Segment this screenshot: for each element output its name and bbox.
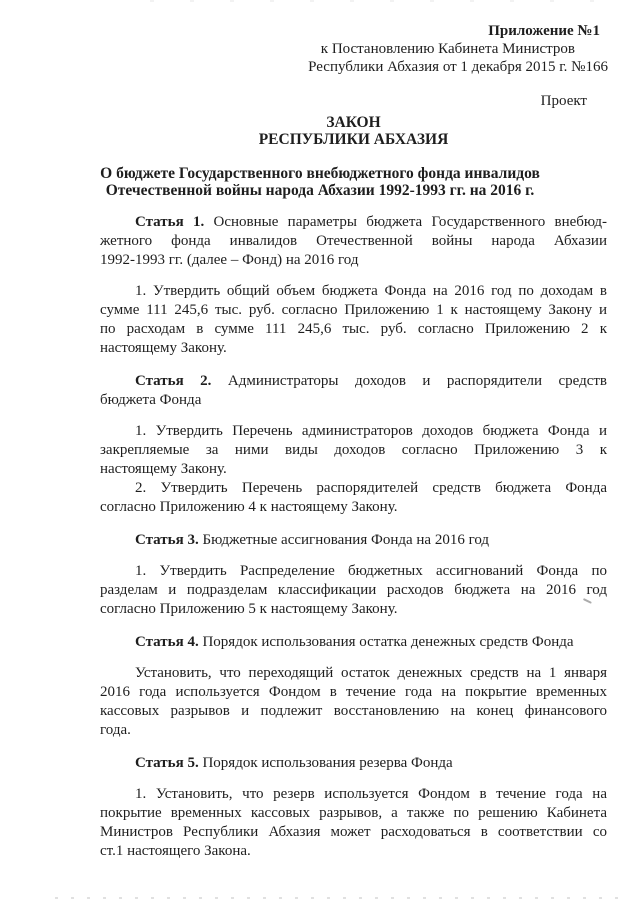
text-line: 1. Утвердить Распределение бюджетных ассигнований Фонда по (135, 563, 607, 579)
article-number-label: Статья 2. (135, 373, 212, 389)
text-line: 1. Утвердить Перечень администраторов доходов бюджета Фонда и (135, 423, 607, 439)
document-title-line-1: О бюджете Государственного внебюджетного фонда инвалидов (100, 165, 540, 182)
document-title (0, 165, 640, 199)
article-number-label: Статья 3. (135, 532, 199, 548)
text-line: согласно Приложению 5 к настоящему Закону. (100, 601, 398, 617)
law-heading (100, 114, 607, 148)
text-line: согласно Приложению 4 к настоящему Закону. (100, 499, 398, 515)
article-3 (100, 531, 607, 550)
text-line: 2. Утвердить Перечень распорядителей средств бюджета Фонда (135, 480, 607, 496)
text-line: кассовых разрывов и подлежит восстановлению на конец финансового (100, 703, 607, 719)
article-4 (100, 633, 607, 652)
article-1 (100, 213, 607, 270)
text-line: 1. Установить, что резерв используется Фондом в течение года на (135, 786, 607, 802)
article-4-text (100, 664, 607, 740)
text-line: по расходам в сумме 111 245,6 тыс. руб. согласно Приложению 2 к (100, 321, 607, 337)
article-2 (100, 372, 607, 410)
law-heading-line-1: ЗАКОН (326, 114, 381, 131)
resolution-reference-line-1: к Постановлению Кабинета Министров (320, 41, 575, 57)
document-header (0, 22, 608, 110)
scan-noise-bottom (55, 897, 630, 899)
text-line: Статья 1. Основные параметры бюджета Государственного внебюд- (135, 214, 607, 230)
text-line: бюджета Фонда (100, 392, 202, 408)
text-line: ст.1 настоящего Закона. (100, 843, 251, 859)
article-4-text-paragraph (100, 664, 607, 740)
text-line: настоящему Закону. (100, 340, 227, 356)
article-5-point-1 (100, 785, 607, 861)
text-line: 1. Утвердить общий объем бюджета Фонда на 2016 год по доходам в (135, 283, 607, 299)
text-line: настоящему Закону. (100, 461, 227, 477)
text-line: Статья 2. Администраторы доходов и распорядители средств (135, 373, 607, 389)
article-5-point-1-paragraph (100, 785, 607, 861)
text-line: 1992-1993 гг. (далее – Фонд) на 2016 год (100, 252, 359, 268)
text-line: 2016 года используется Фондом в течение года на покрытие временных (100, 684, 607, 700)
article-5-heading (100, 754, 607, 773)
text-line: Установить, что переходящий остаток денежных средств на 1 января (135, 665, 607, 681)
article-5 (100, 754, 607, 773)
article-1-point-1 (100, 282, 607, 358)
document-body (100, 213, 607, 861)
text-line: закрепляемые за ними виды доходов согласно Приложению 3 к (100, 442, 607, 458)
article-number-label: Статья 4. (135, 634, 199, 650)
article-2-point-2-paragraph (100, 479, 607, 517)
text-line: Статья 4. Порядок использования остатка денежных средств Фонда (135, 634, 574, 650)
article-number-label: Статья 1. (135, 214, 205, 230)
draft-label: Проект (540, 93, 587, 109)
law-heading-line-2: РЕСПУБЛИКИ АБХАЗИЯ (258, 131, 449, 148)
appendix-label: Приложение №1 (488, 23, 600, 39)
document-title-line-2: Отечественной войны народа Абхазии 1992-1993 гг. на 2016 г. (105, 182, 535, 199)
scan-noise-top (150, 0, 630, 2)
resolution-reference-line-2: Республики Абхазия от 1 декабря 2015 г. №166 (308, 59, 608, 75)
text-line: жетного фонда инвалидов Отечественной войны народа Абхазии (100, 233, 607, 249)
text-line: года. (100, 722, 131, 738)
text-line: Министров Республики Абхазия может расходоваться в соответствии со (100, 824, 607, 840)
text-line: разделам и подразделам классификации расходов бюджета на 2016 год (100, 582, 607, 598)
article-2-heading (100, 372, 607, 410)
article-4-heading (100, 633, 607, 652)
text-line: сумме 111 245,6 тыс. руб. согласно Приложению 1 к настоящему Закону и (100, 302, 607, 318)
text-line: Статья 5. Порядок использования резерва Фонда (135, 755, 453, 771)
article-3-heading (100, 531, 607, 550)
article-1-heading (100, 213, 607, 270)
article-2-point-1-paragraph (100, 422, 607, 479)
article-3-point-1 (100, 562, 607, 619)
text-line: покрытие временных кассовых разрывов, а также по решению Кабинета (100, 805, 607, 821)
article-3-point-1-paragraph (100, 562, 607, 619)
article-2-points (100, 422, 607, 517)
article-1-point-1-paragraph (100, 282, 607, 358)
article-number-label: Статья 5. (135, 755, 199, 771)
text-line: Статья 3. Бюджетные ассигнования Фонда на 2016 год (135, 532, 490, 548)
